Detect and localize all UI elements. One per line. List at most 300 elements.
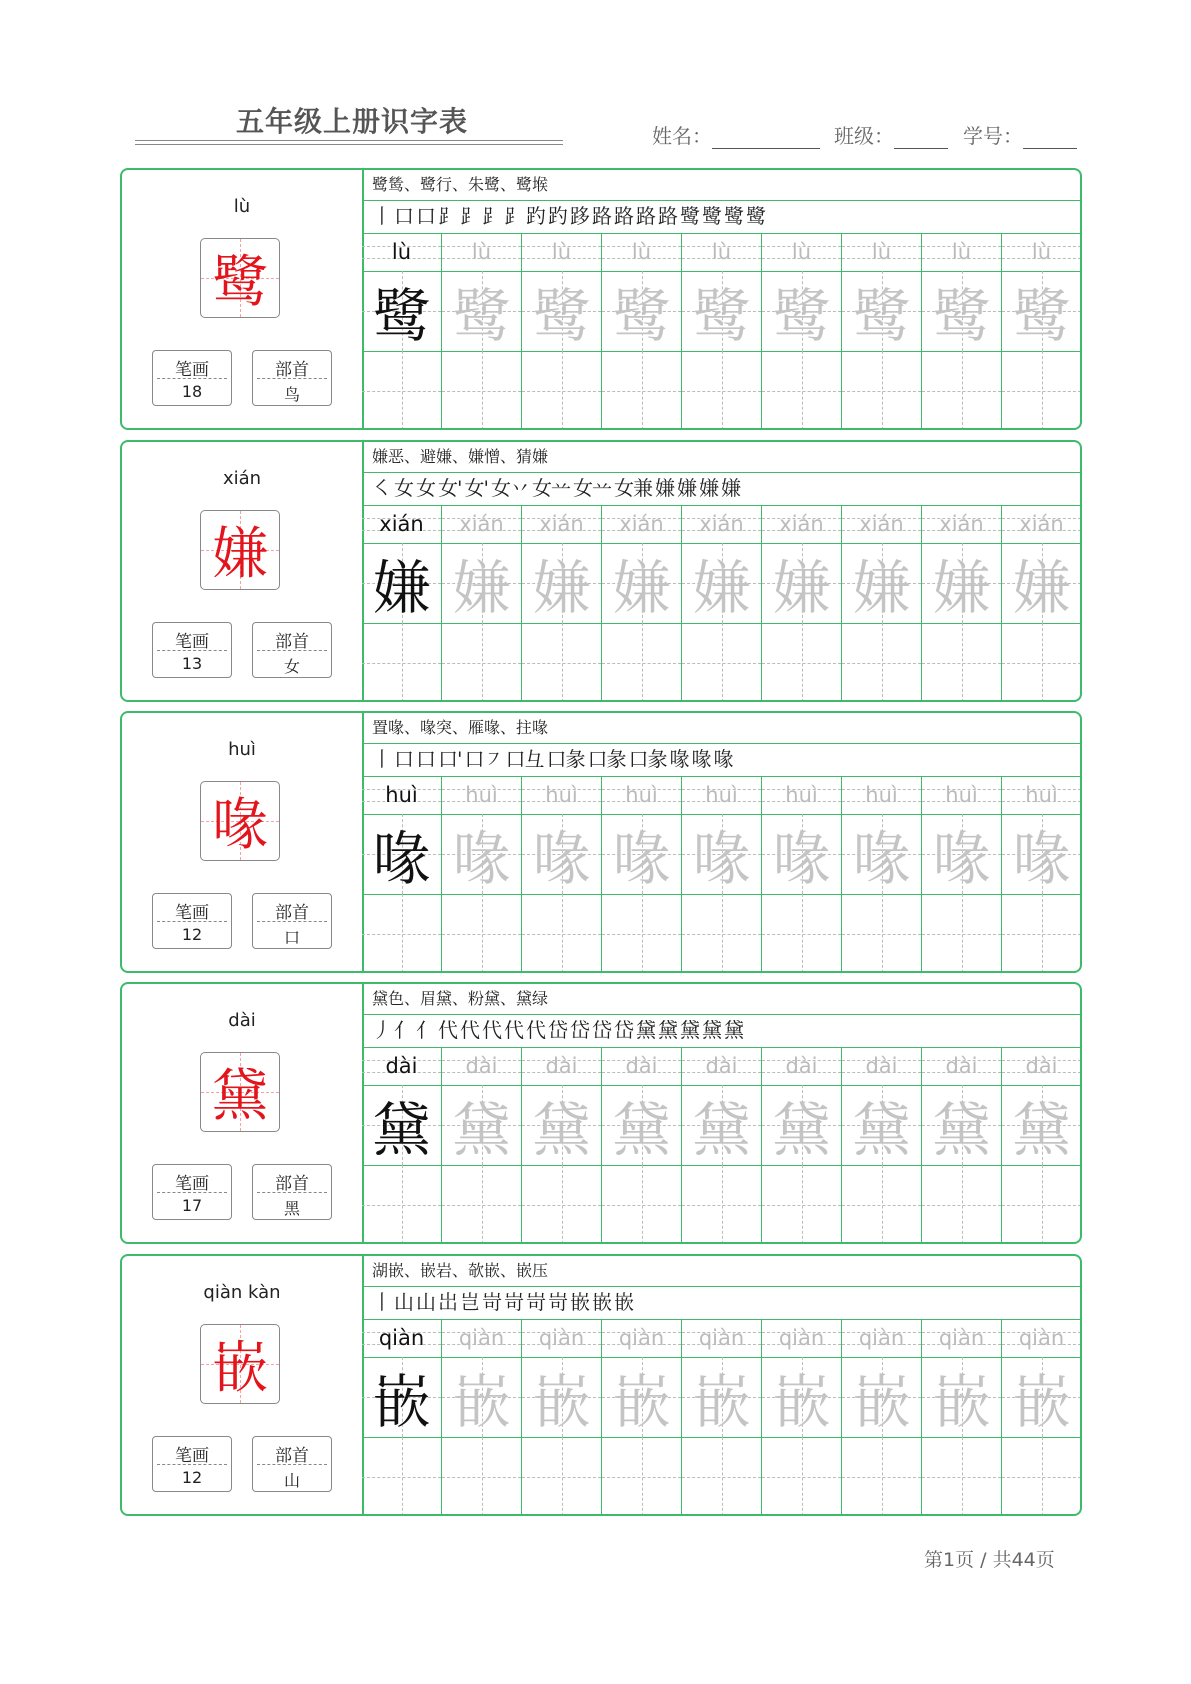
stroke-order <box>362 200 1080 234</box>
char-trace-cell[interactable] <box>362 814 442 894</box>
char-trace-text: 嫌 <box>852 554 911 622</box>
pinyin-text: huì <box>625 783 658 807</box>
pinyin-cell[interactable] <box>442 505 522 543</box>
pinyin-text: huì <box>1025 783 1058 807</box>
char-trace-text: 鹭 <box>1012 282 1071 350</box>
pinyin-cell[interactable] <box>922 233 1002 271</box>
char-trace-text: 嫌 <box>772 554 831 622</box>
char-trace-cell[interactable] <box>682 543 762 623</box>
stroke-step: 岱 <box>592 1018 611 1042</box>
stroke-step: 岢 <box>526 1290 545 1314</box>
stroke-step: 路 <box>658 204 677 228</box>
pinyin-text: dài <box>1025 1054 1058 1078</box>
char-trace-text: 喙 <box>932 825 991 893</box>
stroke-step: 路 <box>592 204 611 228</box>
stroke-step: ⻊ <box>438 204 457 228</box>
blank-cell[interactable] <box>1002 894 1082 973</box>
pinyin-text: huì <box>945 783 978 807</box>
char-trace-text: 黛 <box>372 1096 431 1164</box>
practice-area <box>362 170 1080 428</box>
char-trace-cell[interactable] <box>1002 271 1082 351</box>
pinyin-cell[interactable] <box>1002 1047 1082 1085</box>
stroke-step: 女䒑 <box>573 476 611 500</box>
pinyin-text: lù <box>951 240 972 264</box>
char-pinyin: dài <box>228 1010 256 1031</box>
char-trace-cell[interactable] <box>602 814 682 894</box>
stroke-step: 女 <box>394 476 413 500</box>
pinyin-practice-row <box>362 776 1080 815</box>
pinyin-cell[interactable] <box>842 1047 922 1085</box>
char-trace-cell[interactable] <box>362 543 442 623</box>
pinyin-cell[interactable] <box>1002 233 1082 271</box>
char-trace-cell[interactable] <box>362 1085 442 1165</box>
name-blank[interactable] <box>712 126 820 149</box>
stroke-count-label: 笔画 <box>175 903 209 923</box>
stroke-step: 岢 <box>482 1290 501 1314</box>
char-info <box>122 1256 364 1514</box>
blank-cell[interactable] <box>442 1437 522 1516</box>
char-trace-text: 黛 <box>692 1096 751 1164</box>
char-trace-cell[interactable] <box>442 814 522 894</box>
blank-cell[interactable] <box>922 894 1002 973</box>
stroke-step: 山 <box>416 1290 435 1314</box>
blank-cell[interactable] <box>362 894 442 973</box>
pinyin-text: huì <box>785 783 818 807</box>
pinyin-cell[interactable] <box>522 1047 602 1085</box>
char-glyph: 鹭 <box>212 250 268 315</box>
radical-box <box>252 893 332 949</box>
stroke-step: ⻊ <box>482 204 501 228</box>
pinyin-cell[interactable] <box>762 776 842 814</box>
char-trace-cell[interactable] <box>442 1085 522 1165</box>
char-trace-text: 嵌 <box>452 1368 511 1436</box>
char-trace-cell[interactable] <box>1002 1085 1082 1165</box>
radical-value: 山 <box>283 1471 300 1490</box>
pinyin-cell[interactable] <box>842 1319 922 1357</box>
blank-cell[interactable] <box>602 1437 682 1516</box>
pinyin-text: qiàn <box>778 1326 825 1350</box>
blank-cell[interactable] <box>922 1437 1002 1516</box>
pinyin-cell[interactable] <box>442 1047 522 1085</box>
char-trace-text: 黛 <box>612 1096 671 1164</box>
char-trace-text: 鹭 <box>372 282 431 350</box>
pinyin-cell[interactable] <box>362 233 442 271</box>
pinyin-text: lù <box>1031 240 1052 264</box>
stroke-step: ⻊ <box>504 204 523 228</box>
char-pinyin: xián <box>222 468 262 489</box>
char-trace-text: 喙 <box>692 825 751 893</box>
stroke-step: ㇛ <box>372 476 391 500</box>
pinyin-text: qiàn <box>538 1326 585 1350</box>
word-examples: 嫌恶、避嫌、嫌憎、猜嫌 <box>362 442 1080 473</box>
stroke-count-value: 18 <box>181 382 203 401</box>
pinyin-cell[interactable] <box>922 1047 1002 1085</box>
word-examples: 置喙、喙突、雁喙、拄喙 <box>362 713 1080 744</box>
char-trace-cell[interactable] <box>762 814 842 894</box>
char-trace-cell[interactable] <box>522 543 602 623</box>
char-trace-cell[interactable] <box>442 271 522 351</box>
pinyin-cell[interactable] <box>602 505 682 543</box>
stroke-count-box <box>152 1164 232 1220</box>
char-trace-cell[interactable] <box>922 1357 1002 1437</box>
pinyin-text: xián <box>1019 512 1064 536</box>
stroke-step: 黛 <box>724 1018 743 1042</box>
char-trace-cell[interactable] <box>362 1357 442 1437</box>
pinyin-text: dài <box>945 1054 978 1078</box>
pinyin-text: dài <box>545 1054 578 1078</box>
stroke-step: 趵 <box>526 204 545 228</box>
stroke-count-value: 12 <box>181 1468 203 1487</box>
class-blank[interactable] <box>894 126 948 149</box>
blank-cell[interactable] <box>522 623 602 702</box>
char-trace-cell[interactable] <box>522 814 602 894</box>
pinyin-cell[interactable] <box>842 776 922 814</box>
blank-cell[interactable] <box>762 351 842 430</box>
pinyin-text: xián <box>699 512 744 536</box>
blank-cell[interactable] <box>1002 1437 1082 1516</box>
char-trace-text: 黛 <box>452 1096 511 1164</box>
char-trace-text: 嵌 <box>532 1368 591 1436</box>
stroke-step: 女䒑 <box>532 476 570 500</box>
char-practice-row <box>362 814 1080 895</box>
stroke-step: 女 <box>416 476 435 500</box>
radical-label: 部首 <box>275 1446 309 1466</box>
char-glyph: 喙 <box>212 793 268 858</box>
stroke-step: 代 <box>482 1018 501 1042</box>
pinyin-cell[interactable] <box>522 1319 602 1357</box>
char-trace-cell[interactable] <box>442 1357 522 1437</box>
stroke-count-value: 13 <box>181 654 203 673</box>
char-trace-text: 鹭 <box>452 282 511 350</box>
char-trace-text: 鹭 <box>852 282 911 350</box>
stroke-step: 黛 <box>702 1018 721 1042</box>
pinyin-cell[interactable] <box>682 233 762 271</box>
char-pinyin: qiàn kàn <box>203 1282 281 1303</box>
char-trace-cell[interactable] <box>842 543 922 623</box>
blank-cell[interactable] <box>842 894 922 973</box>
id-field[interactable] <box>963 120 1077 149</box>
blank-cell[interactable] <box>1002 1165 1082 1244</box>
pinyin-text: lù <box>551 240 572 264</box>
blank-cell[interactable] <box>362 351 442 430</box>
page-number: 第1页 / 共44页 <box>924 1549 1055 1571</box>
char-trace-text: 嫌 <box>372 554 431 622</box>
pinyin-text: xián <box>379 512 424 536</box>
pinyin-text: lù <box>391 240 412 264</box>
blank-cell[interactable] <box>1002 623 1082 702</box>
stroke-step: 女' <box>438 476 462 500</box>
pinyin-cell[interactable] <box>922 505 1002 543</box>
pinyin-text: xián <box>939 512 984 536</box>
char-trace-text: 喙 <box>532 825 591 893</box>
char-info <box>122 713 364 971</box>
blank-cell[interactable] <box>682 894 762 973</box>
stroke-step: 岱 <box>548 1018 567 1042</box>
blank-cell[interactable] <box>682 351 762 430</box>
char-trace-cell[interactable] <box>682 271 762 351</box>
pinyin-cell[interactable] <box>842 505 922 543</box>
pinyin-text: huì <box>865 783 898 807</box>
radical-value: 鸟 <box>283 385 300 404</box>
blank-cell[interactable] <box>922 1165 1002 1244</box>
stroke-step: 丨 <box>372 204 391 228</box>
pinyin-cell[interactable] <box>602 233 682 271</box>
blank-cell[interactable] <box>922 351 1002 430</box>
pinyin-practice-row <box>362 1047 1080 1086</box>
blank-cell[interactable] <box>842 1165 922 1244</box>
practice-area <box>362 984 1080 1242</box>
stroke-step: 口 <box>416 204 435 228</box>
id-blank[interactable] <box>1023 126 1077 149</box>
blank-cell[interactable] <box>522 351 602 430</box>
pinyin-cell[interactable] <box>762 505 842 543</box>
char-card <box>120 440 1082 702</box>
blank-cell[interactable] <box>442 1165 522 1244</box>
blank-cell[interactable] <box>762 1165 842 1244</box>
blank-cell[interactable] <box>762 894 842 973</box>
stroke-count-box <box>152 622 232 678</box>
pinyin-cell[interactable] <box>522 233 602 271</box>
char-display <box>200 781 280 861</box>
pinyin-cell[interactable] <box>362 505 442 543</box>
char-pinyin: huì <box>228 739 256 760</box>
char-trace-cell[interactable] <box>522 271 602 351</box>
blank-cell[interactable] <box>922 623 1002 702</box>
char-glyph: 嵌 <box>212 1336 268 1401</box>
blank-cell[interactable] <box>442 351 522 430</box>
pinyin-cell[interactable] <box>762 1047 842 1085</box>
stroke-step: 黛 <box>680 1018 699 1042</box>
char-trace-cell[interactable] <box>602 271 682 351</box>
char-trace-cell[interactable] <box>682 1357 762 1437</box>
pinyin-cell[interactable] <box>602 1319 682 1357</box>
char-trace-text: 嵌 <box>1012 1368 1071 1436</box>
radical-label: 部首 <box>275 632 309 652</box>
class-label: 班级： <box>834 124 894 148</box>
char-trace-cell[interactable] <box>762 1085 842 1165</box>
char-trace-cell[interactable] <box>362 271 442 351</box>
blank-cell[interactable] <box>602 351 682 430</box>
blank-cell[interactable] <box>442 623 522 702</box>
stroke-order <box>362 743 1080 777</box>
stroke-step: 口 <box>416 747 435 771</box>
char-practice-row <box>362 543 1080 624</box>
stroke-step: 丿 <box>372 1018 391 1042</box>
char-trace-cell[interactable] <box>842 271 922 351</box>
char-trace-cell[interactable] <box>602 543 682 623</box>
pinyin-text: qiàn <box>1018 1326 1065 1350</box>
char-practice-row <box>362 1357 1080 1438</box>
blank-cell[interactable] <box>842 623 922 702</box>
blank-cell[interactable] <box>362 623 442 702</box>
blank-cell[interactable] <box>842 1437 922 1516</box>
stroke-step: 路 <box>636 204 655 228</box>
blank-cell[interactable] <box>682 1437 762 1516</box>
pinyin-text: huì <box>545 783 578 807</box>
pinyin-cell[interactable] <box>442 1319 522 1357</box>
practice-area <box>362 442 1080 700</box>
radical-value: 黑 <box>283 1199 300 1218</box>
char-trace-text: 嫌 <box>692 554 751 622</box>
radical-label: 部首 <box>275 360 309 380</box>
char-trace-text: 鹭 <box>772 282 831 350</box>
blank-cell[interactable] <box>522 1165 602 1244</box>
pinyin-cell[interactable] <box>522 776 602 814</box>
pinyin-cell[interactable] <box>1002 1319 1082 1357</box>
char-trace-cell[interactable] <box>922 271 1002 351</box>
char-trace-text: 喙 <box>772 825 831 893</box>
char-trace-text: 黛 <box>1012 1096 1071 1164</box>
stroke-step: 路 <box>614 204 633 228</box>
stroke-step: 代 <box>460 1018 479 1042</box>
pinyin-text: xián <box>539 512 584 536</box>
stroke-step: 亻 <box>416 1018 435 1042</box>
radical-label: 部首 <box>275 903 309 923</box>
radical-value: 女 <box>283 657 300 676</box>
pinyin-cell[interactable] <box>362 1047 442 1085</box>
pinyin-text: dài <box>785 1054 818 1078</box>
pinyin-cell[interactable] <box>602 776 682 814</box>
pinyin-cell[interactable] <box>762 1319 842 1357</box>
stroke-step: 岀 <box>438 1290 457 1314</box>
char-trace-cell[interactable] <box>682 814 762 894</box>
pinyin-text: qiàn <box>858 1326 905 1350</box>
pinyin-text: lù <box>871 240 892 264</box>
blank-cell[interactable] <box>602 894 682 973</box>
char-trace-cell[interactable] <box>1002 1357 1082 1437</box>
blank-practice-row <box>362 351 1080 430</box>
blank-cell[interactable] <box>442 894 522 973</box>
blank-practice-row <box>362 894 1080 973</box>
char-trace-text: 嵌 <box>852 1368 911 1436</box>
pinyin-cell[interactable] <box>522 505 602 543</box>
char-trace-cell[interactable] <box>762 271 842 351</box>
pinyin-cell[interactable] <box>682 1047 762 1085</box>
stroke-step: 岱 <box>614 1018 633 1042</box>
char-trace-cell[interactable] <box>602 1357 682 1437</box>
char-trace-text: 喙 <box>452 825 511 893</box>
blank-cell[interactable] <box>762 1437 842 1516</box>
blank-cell[interactable] <box>1002 351 1082 430</box>
pinyin-cell[interactable] <box>442 776 522 814</box>
blank-cell[interactable] <box>682 623 762 702</box>
stroke-step: 岢 <box>504 1290 523 1314</box>
stroke-step: 鹭 <box>702 204 721 228</box>
pinyin-cell[interactable] <box>602 1047 682 1085</box>
blank-cell[interactable] <box>362 1437 442 1516</box>
char-trace-cell[interactable] <box>842 1357 922 1437</box>
pinyin-cell[interactable] <box>1002 776 1082 814</box>
char-trace-cell[interactable] <box>1002 543 1082 623</box>
pinyin-practice-row <box>362 233 1080 272</box>
char-trace-cell[interactable] <box>682 1085 762 1165</box>
pinyin-text: lù <box>471 240 492 264</box>
stroke-step: 丨 <box>372 1290 391 1314</box>
char-practice-row <box>362 1085 1080 1166</box>
char-trace-text: 黛 <box>772 1096 831 1164</box>
char-trace-cell[interactable] <box>842 814 922 894</box>
char-trace-cell[interactable] <box>922 543 1002 623</box>
pinyin-cell[interactable] <box>362 1319 442 1357</box>
char-trace-cell[interactable] <box>442 543 522 623</box>
char-trace-text: 喙 <box>612 825 671 893</box>
char-trace-cell[interactable] <box>1002 814 1082 894</box>
class-field[interactable] <box>834 120 948 149</box>
stroke-step: 嵌 <box>592 1290 611 1314</box>
pinyin-text: qiàn <box>938 1326 985 1350</box>
pinyin-cell[interactable] <box>762 233 842 271</box>
stroke-step: 嵌 <box>570 1290 589 1314</box>
pinyin-cell[interactable] <box>362 776 442 814</box>
char-trace-cell[interactable] <box>522 1357 602 1437</box>
char-trace-cell[interactable] <box>922 814 1002 894</box>
char-trace-cell[interactable] <box>762 1357 842 1437</box>
blank-cell[interactable] <box>522 1437 602 1516</box>
blank-cell[interactable] <box>762 623 842 702</box>
stroke-step: 喙 <box>691 747 711 771</box>
blank-cell[interactable] <box>682 1165 762 1244</box>
radical-box <box>252 1164 332 1220</box>
pinyin-cell[interactable] <box>682 505 762 543</box>
pinyin-cell[interactable] <box>922 776 1002 814</box>
blank-cell[interactable] <box>842 351 922 430</box>
blank-cell[interactable] <box>602 623 682 702</box>
char-trace-cell[interactable] <box>602 1085 682 1165</box>
char-trace-cell[interactable] <box>762 543 842 623</box>
stroke-step: 口㇇ <box>464 747 503 771</box>
char-trace-text: 嵌 <box>932 1368 991 1436</box>
blank-cell[interactable] <box>602 1165 682 1244</box>
char-trace-text: 喙 <box>852 825 911 893</box>
char-trace-text: 嵌 <box>612 1368 671 1436</box>
word-examples: 湖嵌、嵌岩、欹嵌、嵌压 <box>362 1256 1080 1287</box>
radical-box <box>252 350 332 406</box>
stroke-count-label: 笔画 <box>175 1174 209 1194</box>
stroke-step: 女兼 <box>614 476 652 500</box>
blank-cell[interactable] <box>522 894 602 973</box>
char-glyph: 嫌 <box>212 522 268 587</box>
char-trace-cell[interactable] <box>922 1085 1002 1165</box>
stroke-step: 代 <box>526 1018 545 1042</box>
pinyin-cell[interactable] <box>842 233 922 271</box>
pinyin-cell[interactable] <box>922 1319 1002 1357</box>
pinyin-text: qiàn <box>698 1326 745 1350</box>
stroke-step: 女丷 <box>491 476 529 500</box>
pinyin-cell[interactable] <box>442 233 522 271</box>
pinyin-text: qiàn <box>378 1326 425 1350</box>
name-field[interactable] <box>652 120 820 149</box>
char-trace-cell[interactable] <box>842 1085 922 1165</box>
stroke-step: 代 <box>438 1018 457 1042</box>
practice-area <box>362 713 1080 971</box>
page-header <box>0 0 1191 160</box>
stroke-step: 跢 <box>570 204 589 228</box>
radical-box <box>252 622 332 678</box>
char-trace-text: 喙 <box>372 825 431 893</box>
char-display <box>200 238 280 318</box>
char-card <box>120 982 1082 1244</box>
blank-practice-row <box>362 623 1080 702</box>
pinyin-cell[interactable] <box>682 1319 762 1357</box>
char-display <box>200 1324 280 1404</box>
pinyin-cell[interactable] <box>682 776 762 814</box>
pinyin-text: xián <box>859 512 904 536</box>
pinyin-cell[interactable] <box>1002 505 1082 543</box>
title-underline-2 <box>135 144 563 145</box>
blank-cell[interactable] <box>362 1165 442 1244</box>
char-trace-cell[interactable] <box>522 1085 602 1165</box>
stroke-step: 岱 <box>570 1018 589 1042</box>
